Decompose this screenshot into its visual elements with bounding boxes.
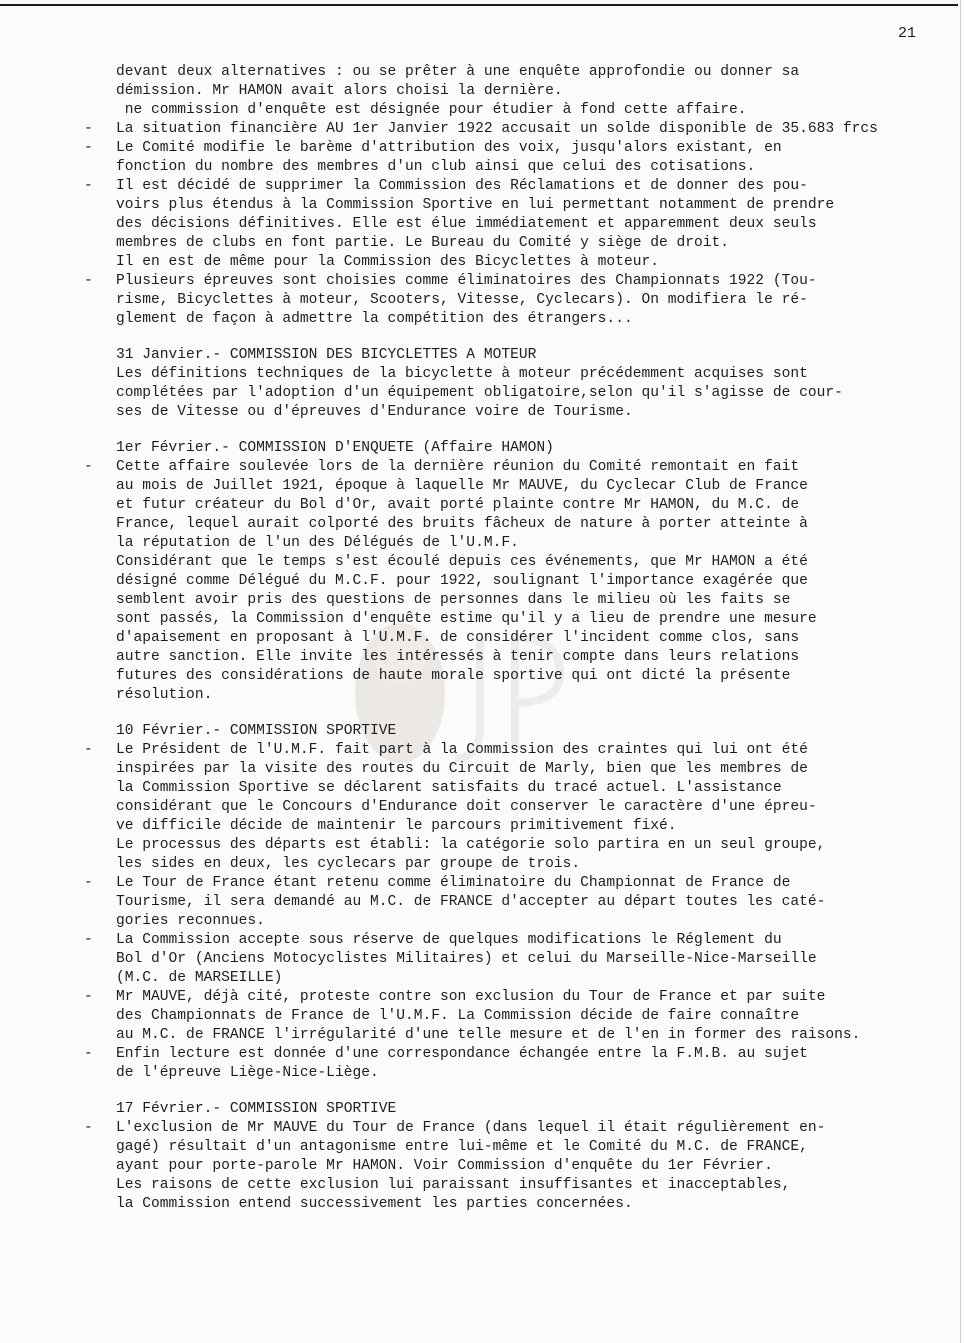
page-number: 21 [898,25,917,42]
right-edge-line [960,0,961,1343]
text-line [84,496,954,515]
text-line [84,403,954,422]
line-text: considérant que le Concours d'Endurance doit conserver le caractère d'une épreu- [116,799,817,815]
top-rule [0,4,958,6]
text-line [84,798,954,817]
line-text: la Commission entend successivement les parties concernées. [116,1196,633,1212]
dash-bullet: - [84,875,93,891]
text-line [84,63,954,82]
section-block [84,722,954,1083]
text-line [84,1064,954,1083]
line-text: des décisions définitives. Elle est élue immédiatement et apparemment deux seuls [116,216,817,232]
dash-bullet: - [84,932,93,948]
text-line [84,912,954,931]
line-text: d'apaisement en proposant à l'U.M.F. de considérer l'incident comme clos, sans [116,630,800,646]
text-line [84,291,954,310]
text-line [84,310,954,329]
paragraph-gap [84,1083,954,1100]
line-text: L'exclusion de Mr MAUVE du Tour de France (dans lequel il était régulièrement en- [116,1120,826,1136]
line-text: ses de Vitesse ou d'épreuves d'Endurance voire de Tourisme. [116,404,633,420]
text-line [84,874,954,893]
line-text: résolution. [116,687,213,703]
dash-bullet: - [84,178,93,194]
text-line [84,988,954,1007]
line-text: autre sanction. Elle invite les intéressés à tenir compte dans leurs relations [116,649,800,665]
line-text: devant deux alternatives : ou se prêter à une enquête approfondie ou donner sa [116,64,800,80]
text-line [84,667,954,686]
line-text: ve difficile décide de maintenir le parcours primitivement fixé. [116,818,677,834]
text-line [84,82,954,101]
text-line [84,120,954,139]
text-line [84,534,954,553]
line-text: ayant pour porte-parole Mr HAMON. Voir Commission d'enquête du 1er Février. [116,1158,773,1174]
text-line [84,741,954,760]
line-text: Le processus des départs est établi: la catégorie solo partira en un seul groupe, [116,837,826,853]
text-line [84,779,954,798]
line-text: Les définitions techniques de la bicyclette à moteur précédemment acquises sont [116,366,808,382]
line-text: 10 Février.- COMMISSION SPORTIVE [116,723,397,739]
line-text: 1er Février.- COMMISSION D'ENQUETE (Affaire HAMON) [116,440,554,456]
text-line [84,1195,954,1214]
line-text: futures des considérations de haute morale sportive qui ont dicté la présente [116,668,791,684]
text-line [84,439,954,458]
text-line [84,272,954,291]
text-line [84,591,954,610]
text-line [84,817,954,836]
text-line [84,346,954,365]
text-line [84,1176,954,1195]
paragraph-gap [84,705,954,722]
line-text: Enfin lecture est donnée d'une correspondance échangée entre la F.M.B. au sujet [116,1046,808,1062]
text-line [84,215,954,234]
line-text: La Commission accepte sous réserve de quelques modifications le Réglement du [116,932,782,948]
text-line [84,572,954,591]
line-text: gagé) résultait d'un antagonisme entre lui-même et le Comité du M.C. de FRANCE, [116,1139,808,1155]
line-text: Plusieurs épreuves sont choisies comme éliminatoires des Championnats 1922 (Tou- [116,273,817,289]
text-line [84,177,954,196]
line-text: au M.C. de FRANCE l'irrégularité d'une telle mesure et de l'en in former des raisons. [116,1027,861,1043]
line-text: complétées par l'adoption d'un équipement obligatoire,selon qu'il s'agisse de cour- [116,385,843,401]
paragraph-gap [84,422,954,439]
text-line [84,855,954,874]
line-text: la Commission Sportive se déclarent satisfaits du tracé actuel. L'assistance [116,780,782,796]
line-text: les sides en deux, les cyclecars par groupe de trois. [116,856,581,872]
section-block [84,63,954,329]
text-line [84,384,954,403]
text-line [84,722,954,741]
text-line [84,158,954,177]
line-text: Le Tour de France étant retenu comme éliminatoire du Championnat de France de [116,875,791,891]
text-line [84,1138,954,1157]
line-text: Tourisme, il sera demandé au M.C. de FRANCE d'accepter au départ toutes les caté- [116,894,826,910]
line-text: ne commission d'enquête est désignée pour étudier à fond cette affaire. [116,102,747,118]
line-text: démission. Mr HAMON avait alors choisi la dernière. [116,83,563,99]
line-text: et futur créateur du Bol d'Or, avait porté plainte contre Mr HAMON, du M.C. de [116,497,800,513]
section-block [84,346,954,422]
line-text: gories reconnues. [116,913,265,929]
document-body [84,63,954,1214]
line-text: Les raisons de cette exclusion lui paraissant insuffisantes et inacceptables, [116,1177,791,1193]
line-text: Il en est de même pour la Commission des Bicyclettes à moteur. [116,254,659,270]
line-text: désigné comme Délégué du M.C.F. pour 1922, soulignant l'importance exagérée que [116,573,808,589]
line-text: risme, Bicyclettes à moteur, Scooters, Vitesse, Cyclecars). On modifiera le ré- [116,292,808,308]
dash-bullet: - [84,989,93,1005]
line-text: glement de façon à admettre la compétition des étrangers... [116,311,633,327]
line-text: Il est décidé de supprimer la Commission des Réclamations et de donner des pou- [116,178,808,194]
text-line [84,139,954,158]
text-line [84,553,954,572]
line-text: Le Comité modifie le barème d'attribution des voix, jusqu'alors existant, en [116,140,782,156]
dash-bullet: - [84,459,93,475]
line-text: France, lequel aurait colporté des bruits fâcheux de nature à porter atteinte à [116,516,808,532]
text-line [84,931,954,950]
line-text: sont passés, la Commission d'enquête estime qu'il y a lieu de prendre une mesure [116,611,817,627]
line-text: 31 Janvier.- COMMISSION DES BICYCLETTES A MOTEUR [116,347,537,363]
line-text: des Championnats de France de l'U.M.F. La Commission décide de faire connaître [116,1008,800,1024]
text-line [84,234,954,253]
text-line [84,686,954,705]
text-line [84,629,954,648]
text-line [84,1100,954,1119]
text-line [84,836,954,855]
line-text: semblent avoir pris des questions de personnes dans le milieu où les faits se [116,592,791,608]
line-text: de l'épreuve Liège-Nice-Liège. [116,1065,379,1081]
line-text: (M.C. de MARSEILLE) [116,970,283,986]
section-block [84,439,954,705]
text-line [84,610,954,629]
line-text: membres de clubs en font partie. Le Bureau du Comité y siège de droit. [116,235,730,251]
text-line [84,1119,954,1138]
dash-bullet: - [84,1046,93,1062]
dash-bullet: - [84,1120,93,1136]
text-line [84,458,954,477]
text-line [84,1157,954,1176]
text-line [84,253,954,272]
text-line [84,365,954,384]
text-line [84,760,954,779]
text-line [84,101,954,120]
line-text: Considérant que le temps s'est écoulé depuis ces événements, que Mr HAMON a été [116,554,808,570]
dash-bullet: - [84,121,93,137]
dash-bullet: - [84,742,93,758]
text-line [84,950,954,969]
text-line [84,1045,954,1064]
dash-bullet: - [84,140,93,156]
line-text: inspirées par la visite des routes du Circuit de Marly, bien que les membres de [116,761,808,777]
line-text: Cette affaire soulevée lors de la dernière réunion du Comité remontait en fait [116,459,800,475]
line-text: la réputation de l'un des Délégués de l'U.M.F. [116,535,519,551]
text-line [84,1007,954,1026]
text-line [84,515,954,534]
text-line [84,1026,954,1045]
text-line [84,648,954,667]
text-line [84,893,954,912]
text-line [84,969,954,988]
section-block [84,1100,954,1214]
line-text: Mr MAUVE, déjà cité, proteste contre son exclusion du Tour de France et par suite [116,989,826,1005]
line-text: Bol d'Or (Anciens Motocyclistes Militaires) et celui du Marseille-Nice-Marseille [116,951,817,967]
line-text: fonction du nombre des membres d'un club ainsi que celui des cotisations. [116,159,756,175]
line-text: au mois de Juillet 1921, époque à laquelle Mr MAUVE, du Cyclecar Club de France [116,478,808,494]
text-line [84,196,954,215]
line-text: voirs plus étendus à la Commission Sportive en lui permettant notamment de prendre [116,197,835,213]
line-text: 17 Février.- COMMISSION SPORTIVE [116,1101,397,1117]
line-text: La situation financière AU 1er Janvier 1922 accusait un solde disponible de 35.683 frcs [116,121,878,137]
text-line [84,477,954,496]
dash-bullet: - [84,273,93,289]
line-text: Le Président de l'U.M.F. fait part à la Commission des craintes qui lui ont été [116,742,808,758]
paragraph-gap [84,329,954,346]
